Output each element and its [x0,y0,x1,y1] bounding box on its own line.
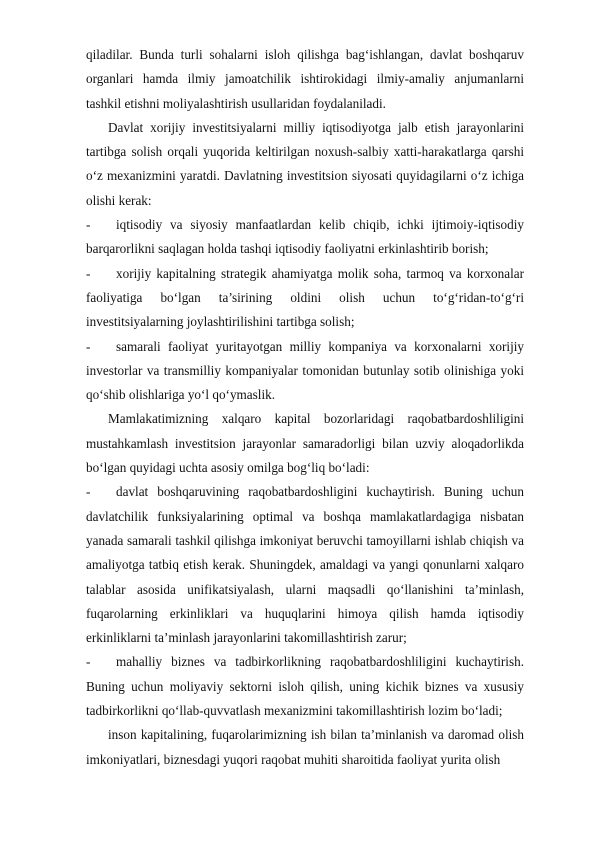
list-item-text: davlat boshqaruvining raqobatbardoshligini kuchaytirish. Buning uchun davlatchilik funksiyalarining optimal va boshqa mamlakatlardagiga nisbatan yanada samarali tashkil qilishga imkoniyat beruvchi tamoyillarni ishlab chiqish va amaliyotga tatbiq etish kerak. Shuningdek, amaldagi va yangi qonunlarni xalqaro talablar asosida unifikatsiyalash, ularni maqsadli qo‘llanishini ta’minlash, fuqarolarning erkinliklari va huquqlarini himoya qilish hamda iqtisodiy erkinliklarni ta’minlash jarayonlarini takomillashtirish zarur; [86,484,524,646]
list-item-text: iqtisodiy va siyosiy manfaatlardan kelib chiqib, ichki ijtimoiy-iqtisodiy barqarorlikni saqlagan holda tashqi iqtisodiy faoliyatni erkinlashtirib borish; [86,217,524,257]
list-item [86,650,524,723]
list-item-text: xorijiy kapitalning strategik ahamiyatga molik soha, tarmoq va korxonalar faoliyatiga bo‘lgan ta’sirining oldini olish uchun to‘g‘ridan-to‘g‘ri investitsiyalarning joylashtirilishini tartibga solish; [86,265,524,330]
list-dash: - [86,265,91,281]
paragraph: Davlat xorijiy investitsiyalarni milliy iqtisodiyotga jalb etish jarayonlarini tartibga solish orqali yuqorida keltirilgan noxush-salbiy xatti-harakatlarga qarshi o‘z mexanizmini yaratdi. Davlatning investitsion siyosati quyidagilarni o‘z ichiga olishi kerak: [86,119,524,208]
paragraph: qiladilar. Bunda turli sohalarni isloh qilishga bag‘ishlangan, davlat boshqaruv organlari hamda ilmiy jamoatchilik ishtirokidagi ilmiy-amaliy anjumanlarni tashkil etishni moliyalashtirish usullaridan foydalaniladi. [86,47,524,111]
list-item-text: samarali faoliyat yuritayotgan milliy kompaniya va korxonalarni xorijiy investorlar va transmilliy kompaniyalar tomonidan butunlay sotib olinishiga yoki qo‘shib olishlariga yo‘l qo‘ymaslik. [86,338,524,403]
list-dash: - [86,217,91,233]
list-dash: - [86,484,91,500]
paragraph: Mamlakatimizning xalqaro kapital bozorlaridagi raqobatbardoshliligini mustahkamlash investitsion jarayonlar samaradorligi bilan uzviy aloqadorlikda bo‘lgan quyidagi uchta asosiy omilga bog‘liq bo‘ladi: [86,411,524,476]
list-item [86,262,524,335]
list-dash: - [86,338,91,354]
list-item [86,335,524,408]
document-page [86,43,524,772]
paragraph: inson kapitalining, fuqarolarimizning ish bilan ta’minlanish va daromad olish imkoniyatlari, biznesdagi yuqori raqobat muhiti sharoitida faoliyat yurita olish [86,727,524,767]
list-dash: - [86,654,91,670]
list-item [86,480,524,650]
list-item [86,213,524,262]
list-item-text: mahalliy biznes va tadbirkorlikning raqobatbardoshliligini kuchaytirish. Buning uchun moliyaviy sektorni isloh qilish, uning kichik biznes va xususiy tadbirkorlikni qo‘llab-quvvatlash mexanizmini takomillashtirish lozim bo‘ladi; [86,654,524,719]
